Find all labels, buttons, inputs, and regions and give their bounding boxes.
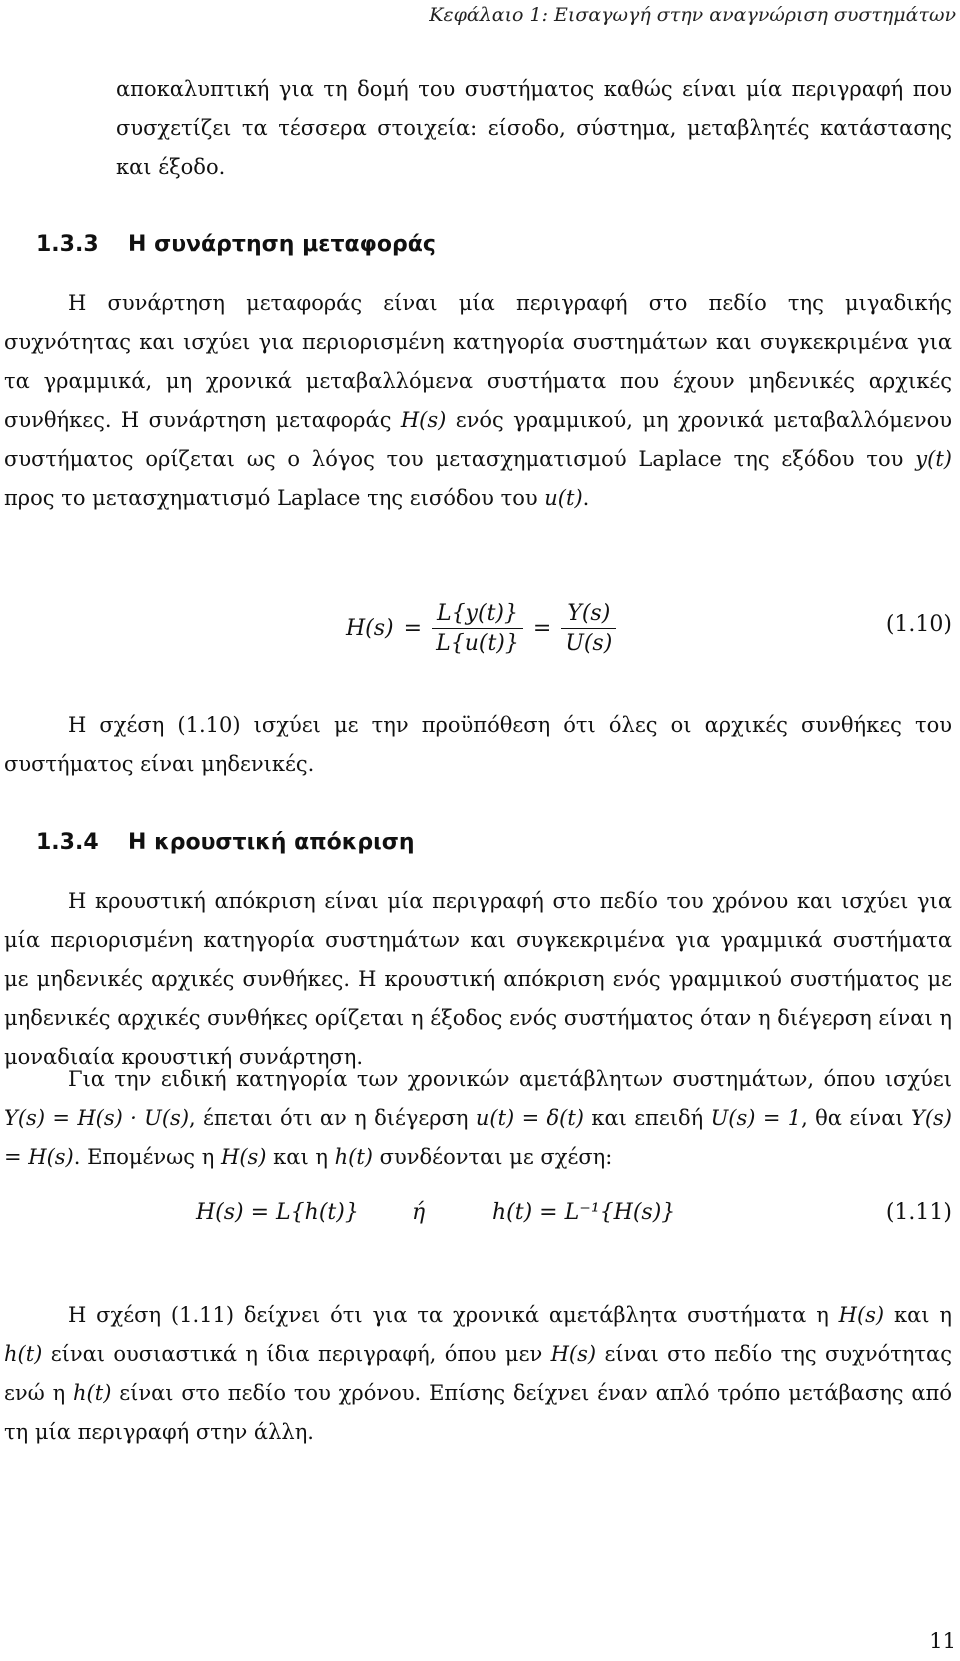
math-inline: h(t) bbox=[334, 1145, 373, 1169]
text-run: και επειδή bbox=[584, 1106, 711, 1130]
math-inline: Y(s) = H(s) · U(s) bbox=[4, 1106, 190, 1130]
eq-lhs: H(s) bbox=[346, 615, 394, 641]
math-inline: u(t) bbox=[544, 486, 583, 510]
fraction-denominator: L{u(t)} bbox=[436, 630, 519, 656]
fraction-laplace bbox=[432, 601, 523, 656]
section-number: 1.3.4 bbox=[36, 830, 99, 855]
lti-paragraph bbox=[4, 1060, 952, 1177]
text-run: Για την ειδική κατηγορία των χρονικών αμετάβλητων συστημάτων, όπου ισχύει bbox=[68, 1067, 952, 1091]
fraction-numerator: L{y(t)} bbox=[432, 601, 523, 629]
math-inline: H(s) bbox=[550, 1342, 597, 1366]
text-run: Η σχέση (1.11) δείχνει ότι για τα χρονικά αμετάβλητα συστήματα η bbox=[68, 1303, 839, 1327]
math-inline: h(t) bbox=[4, 1342, 43, 1366]
text-run: και η bbox=[884, 1303, 952, 1327]
text-run: . Επομένως η bbox=[73, 1145, 221, 1169]
text-run: , θα είναι bbox=[801, 1106, 911, 1130]
eq-left: H(s) = L{h(t)} bbox=[196, 1200, 359, 1225]
text-run: είναι ουσιαστικά η ίδια περιγραφή, όπου μεν bbox=[42, 1342, 551, 1366]
eq-or: ή bbox=[412, 1200, 426, 1225]
text-run: . bbox=[582, 486, 590, 510]
math-inline: u(t) = δ(t) bbox=[475, 1106, 584, 1130]
math-inline: H(s) bbox=[838, 1303, 885, 1327]
condition-paragraph: Η σχέση (1.10) ισχύει με την προϋπόθεση ότι όλες οι αρχικές συνθήκες του συστήματος είναι μηδενικές. bbox=[4, 713, 952, 776]
fraction-numerator: Y(s) bbox=[561, 601, 616, 629]
text-run: προς το μετασχηματισμό Laplace της εισόδου του bbox=[4, 486, 545, 510]
text-run: ενός γραμμικού, μη χρονικά μεταβαλλόμενου συστήματος ορίζεται ως ο λόγος του μετασχηματισμού Laplace της εξόδου του bbox=[4, 408, 952, 471]
section-title: Η κρουστική απόκριση bbox=[128, 830, 415, 855]
text-run: συνδέονται με σχέση: bbox=[373, 1145, 613, 1169]
equation-body bbox=[346, 578, 616, 678]
comparison-paragraph bbox=[4, 1296, 952, 1452]
text-run: Η συνάρτηση μεταφοράς είναι μία περιγραφή στο πεδίο της μιγαδικής συχνότητας και ισχύει για περιορισμένη κατηγορία συστημάτων και συγκεκριμένα για τα γραμμικά, μη χρονικά μεταβαλλόμενα συστήματα που έχουν μηδενικές αρχικές συνθήκες. Η συνάρτηση μεταφοράς bbox=[4, 291, 952, 432]
math-inline: H(s) bbox=[400, 408, 447, 432]
eq-right: h(t) = L⁻¹{H(s)} bbox=[492, 1200, 676, 1225]
equation-1-10 bbox=[0, 578, 956, 678]
text-run: και η bbox=[266, 1145, 335, 1169]
text-run: είναι στο πεδίο του χρόνου. Επίσης δείχνει έναν απλό τρόπο μετάβασης από τη μία περιγραφή στην άλλη. bbox=[4, 1381, 953, 1444]
section-heading-1-3-4 bbox=[36, 830, 415, 855]
page-number: 11 bbox=[929, 1629, 956, 1653]
section-number: 1.3.3 bbox=[36, 232, 99, 257]
math-inline: U(s) = 1 bbox=[710, 1106, 802, 1130]
math-inline: y(t) bbox=[915, 447, 952, 471]
math-inline: h(t) bbox=[73, 1381, 112, 1405]
math-inline: H(s) bbox=[221, 1145, 267, 1169]
section-heading-1-3-3 bbox=[36, 232, 436, 257]
transfer-function-paragraph bbox=[4, 284, 952, 518]
equation-number: (1.10) bbox=[885, 612, 952, 637]
math-inline: Y(s) = H(s) bbox=[4, 1106, 952, 1169]
eq-operator: = bbox=[532, 615, 552, 641]
text-run: είναι στο πεδίο της συχνότητας ενώ η bbox=[4, 1342, 952, 1405]
intro-paragraph: αποκαλυπτική για τη δομή του συστήματος καθώς είναι μία περιγραφή που συσχετίζει τα τέσσερα στοιχεία: είσοδο, σύστημα, μεταβλητές κατάστασης και έξοδο. bbox=[116, 77, 952, 179]
equation-1-11 bbox=[0, 1186, 956, 1246]
fraction-ratio bbox=[561, 601, 616, 656]
running-header: Κεφάλαιο 1: Εισαγωγή στην αναγνώριση συστημάτων bbox=[429, 4, 956, 26]
text-run: , έπεται ότι αν η διέγερση bbox=[189, 1106, 476, 1130]
impulse-response-paragraph: Η κρουστική απόκριση είναι μία περιγραφή στο πεδίο του χρόνου και ισχύει για μία περιορισμένη κατηγορία συστημάτων και συγκεκριμένα για γραμμικά συστήματα με μηδενικές αρχικές συνθήκες. Η κρουστική απόκριση ενός γραμμικού συστήματος με μηδενικές αρχικές συνθήκες ορίζεται η έξοδος ενός συστήματος όταν η διέγερση είναι η μοναδιαία κρουστική συνάρτηση. bbox=[4, 889, 952, 1069]
eq-operator: = bbox=[403, 615, 423, 641]
equation-number: (1.11) bbox=[885, 1200, 952, 1225]
fraction-denominator: U(s) bbox=[565, 630, 613, 656]
section-title: Η συνάρτηση μεταφοράς bbox=[128, 232, 436, 257]
